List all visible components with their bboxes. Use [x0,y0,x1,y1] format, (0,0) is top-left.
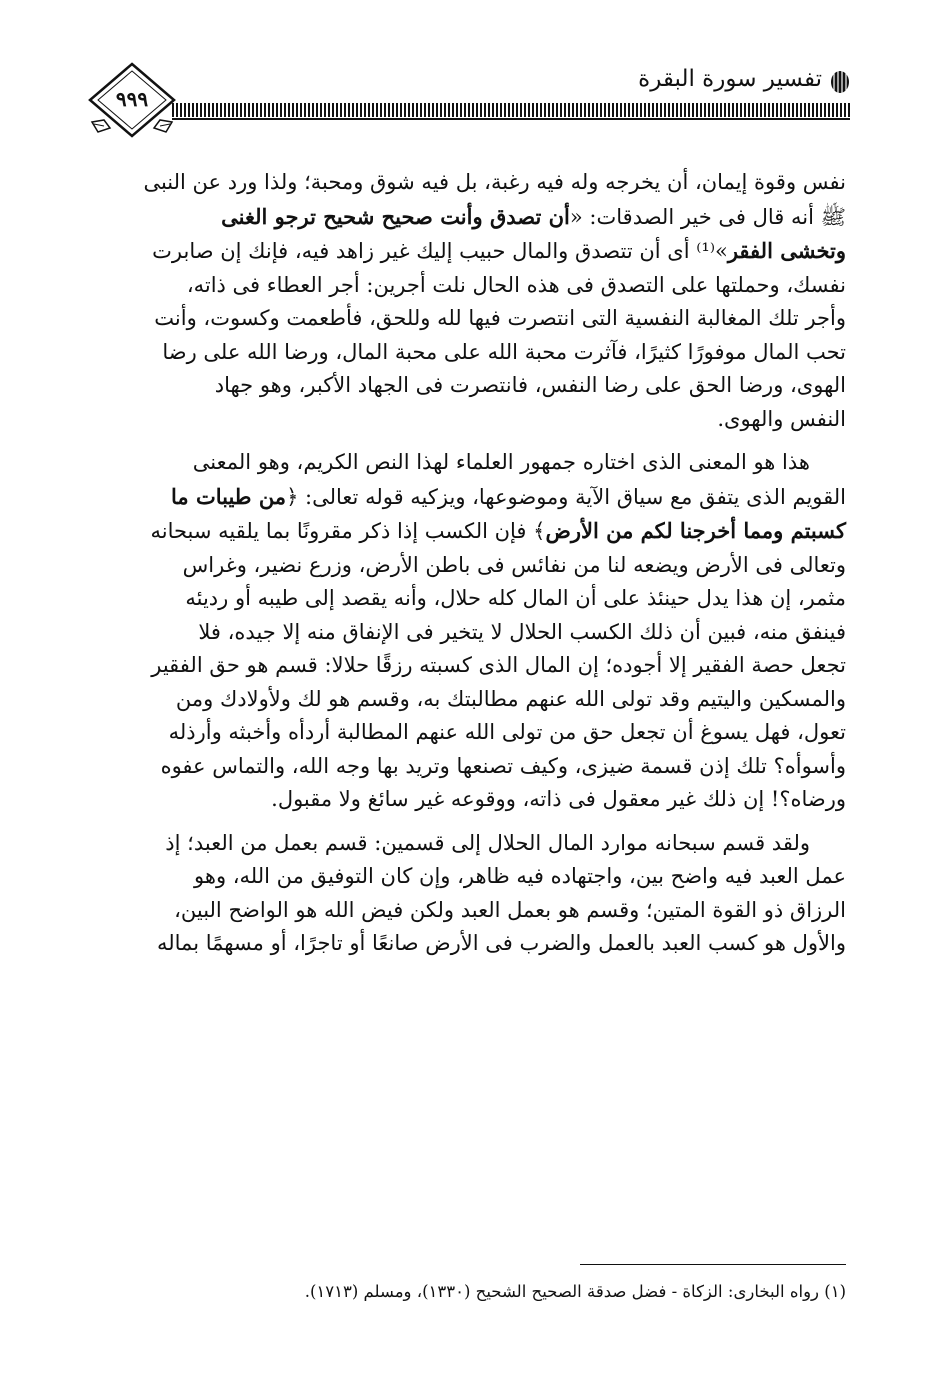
text-line [94,514,846,549]
text-run: القويم الذى يتفق مع سياق الآية وموضوعها، ويزكيه قوله تعالى: ﴿ [286,484,846,509]
page-header [0,0,934,150]
header-rule-line [172,118,850,120]
text-line [94,200,846,235]
text-line: تحب المال موفورًا كثيرًا، فآثرت محبة الله على محبة المال، ورضا الله على رضا [162,339,846,364]
text-line: وأجر تلك المغالبة النفسية التى انتصرت فيها لله وللحق، فأطعمت وكسوت، وأنت [154,306,846,330]
paragraph-1 [94,166,846,436]
text-run: »⁽¹⁾ أى أن تتصدق والمال حبيب إليك غير زاهد فيه، فإنك إن صابرت [152,239,728,263]
hadith-quote-end: وتخشى الفقر [727,238,846,263]
text-line [94,234,846,269]
running-title: تفسير سورة البقرة [638,66,822,92]
text-line: الرزاق ذو القوة المتين؛ وقسم هو بعمل العبد ولكن فيض الله هو الواضح البين، [174,897,846,922]
text-line: وأسوأه؟ تلك إذن قسمة ضيزى، وكيف تصنعها وتريد بها وجه الله، والتماس عفوه [160,753,846,778]
header-rule [172,103,850,117]
text-run: ﴾ فإن الكسب إذا ذكر مقرونًا بما يلقيه سبحانه [150,519,546,543]
paragraph-3 [94,827,846,961]
text-line: نفس وقوة إيمان، أن يخرجه وله فيه رغبة، بل فيه شوق ومحبة؛ ولذا ورد عن النبى [143,170,846,194]
text-line: الهوى، ورضا الحق على رضا النفس، فانتصرت فى الجهاد الأكبر، وهو جهاد [214,373,846,397]
text-line: ورضاه؟! إن ذلك غير معقول فى ذاته، ووقوعه غير سائغ ولا مقبول. [271,787,846,811]
text-line: هذا هو المعنى الذى اختاره جمهور العلماء لهذا النص الكريم، وهو المعنى [192,450,810,474]
footnote: (١) رواه البخارى: الزكاة - فضل صدقة الصحيح الشحيح (١٣٣٠)، ومسلم (١٧١٣). [304,1282,846,1301]
footnote-separator [580,1264,846,1265]
text-line: والأول هو كسب العبد بالعمل والضرب فى الأرض صانعًا أو تاجرًا، أو مسهمًا بماله [157,931,846,955]
text-line: والمسكين واليتيم وقد تولى الله عنهم مطالبتك به، وقسم هو لك ولأولادك ومن [175,686,846,711]
text-line: عمل العبد فيه واضح بين، واجتهاده فيه ظاهر، وإن كان التوفيق من الله، وهو [194,864,846,888]
text-run: ﷺ أنه قال فى خير الصدقات: « [569,204,846,229]
text-line [94,480,846,515]
flower-ornament-icon [830,70,850,94]
main-text [94,166,846,961]
text-line: مثمر، إن هذا يدل حينئذ على أن المال كله حلال، وأنه يقصد إلى طيبه أو رديئه [185,586,846,610]
text-line: وتعالى فى الأرض ويضعه لنا من نفائس فى باطن الأرض، وزرع نضير، وغراس [182,552,846,577]
page-number: ٩٩٩ [115,87,149,111]
hadith-quote: أن تصدق وأنت صحيح شحيح ترجو الغنى [221,203,570,229]
text-line: النفس والهوى. [717,406,846,431]
text-line: تعول، فهل يسوغ أن تجعل حق من تولى الله عنهم المطالبة أردأه وأخبثه وأرذله [168,720,846,744]
quran-verse: من طيبات ما [171,483,287,509]
text-line: تجعل حصة الفقير إلا أجوده؛ إن المال الذى كسبته رزقًا حلالا: قسم هو حق الفقير [151,653,846,677]
quran-verse-end: كسبتم ومما أخرجنا لكم من الأرض [545,518,846,543]
text-line: فينفق منه، فبين أن ذلك الكسب الحلال لا يتخير فى الإنفاق منه إلا جيده، فلا [198,619,846,644]
paragraph-2 [94,446,846,817]
text-line: نفسك، وحملتها على التصدق فى هذه الحال نلت أجرين: أجر العطاء فى ذاته، [186,272,846,297]
text-line: ولقد قسم سبحانه موارد المال الحلال إلى قسمين: قسم بعمل من العبد؛ إذ [165,830,810,855]
